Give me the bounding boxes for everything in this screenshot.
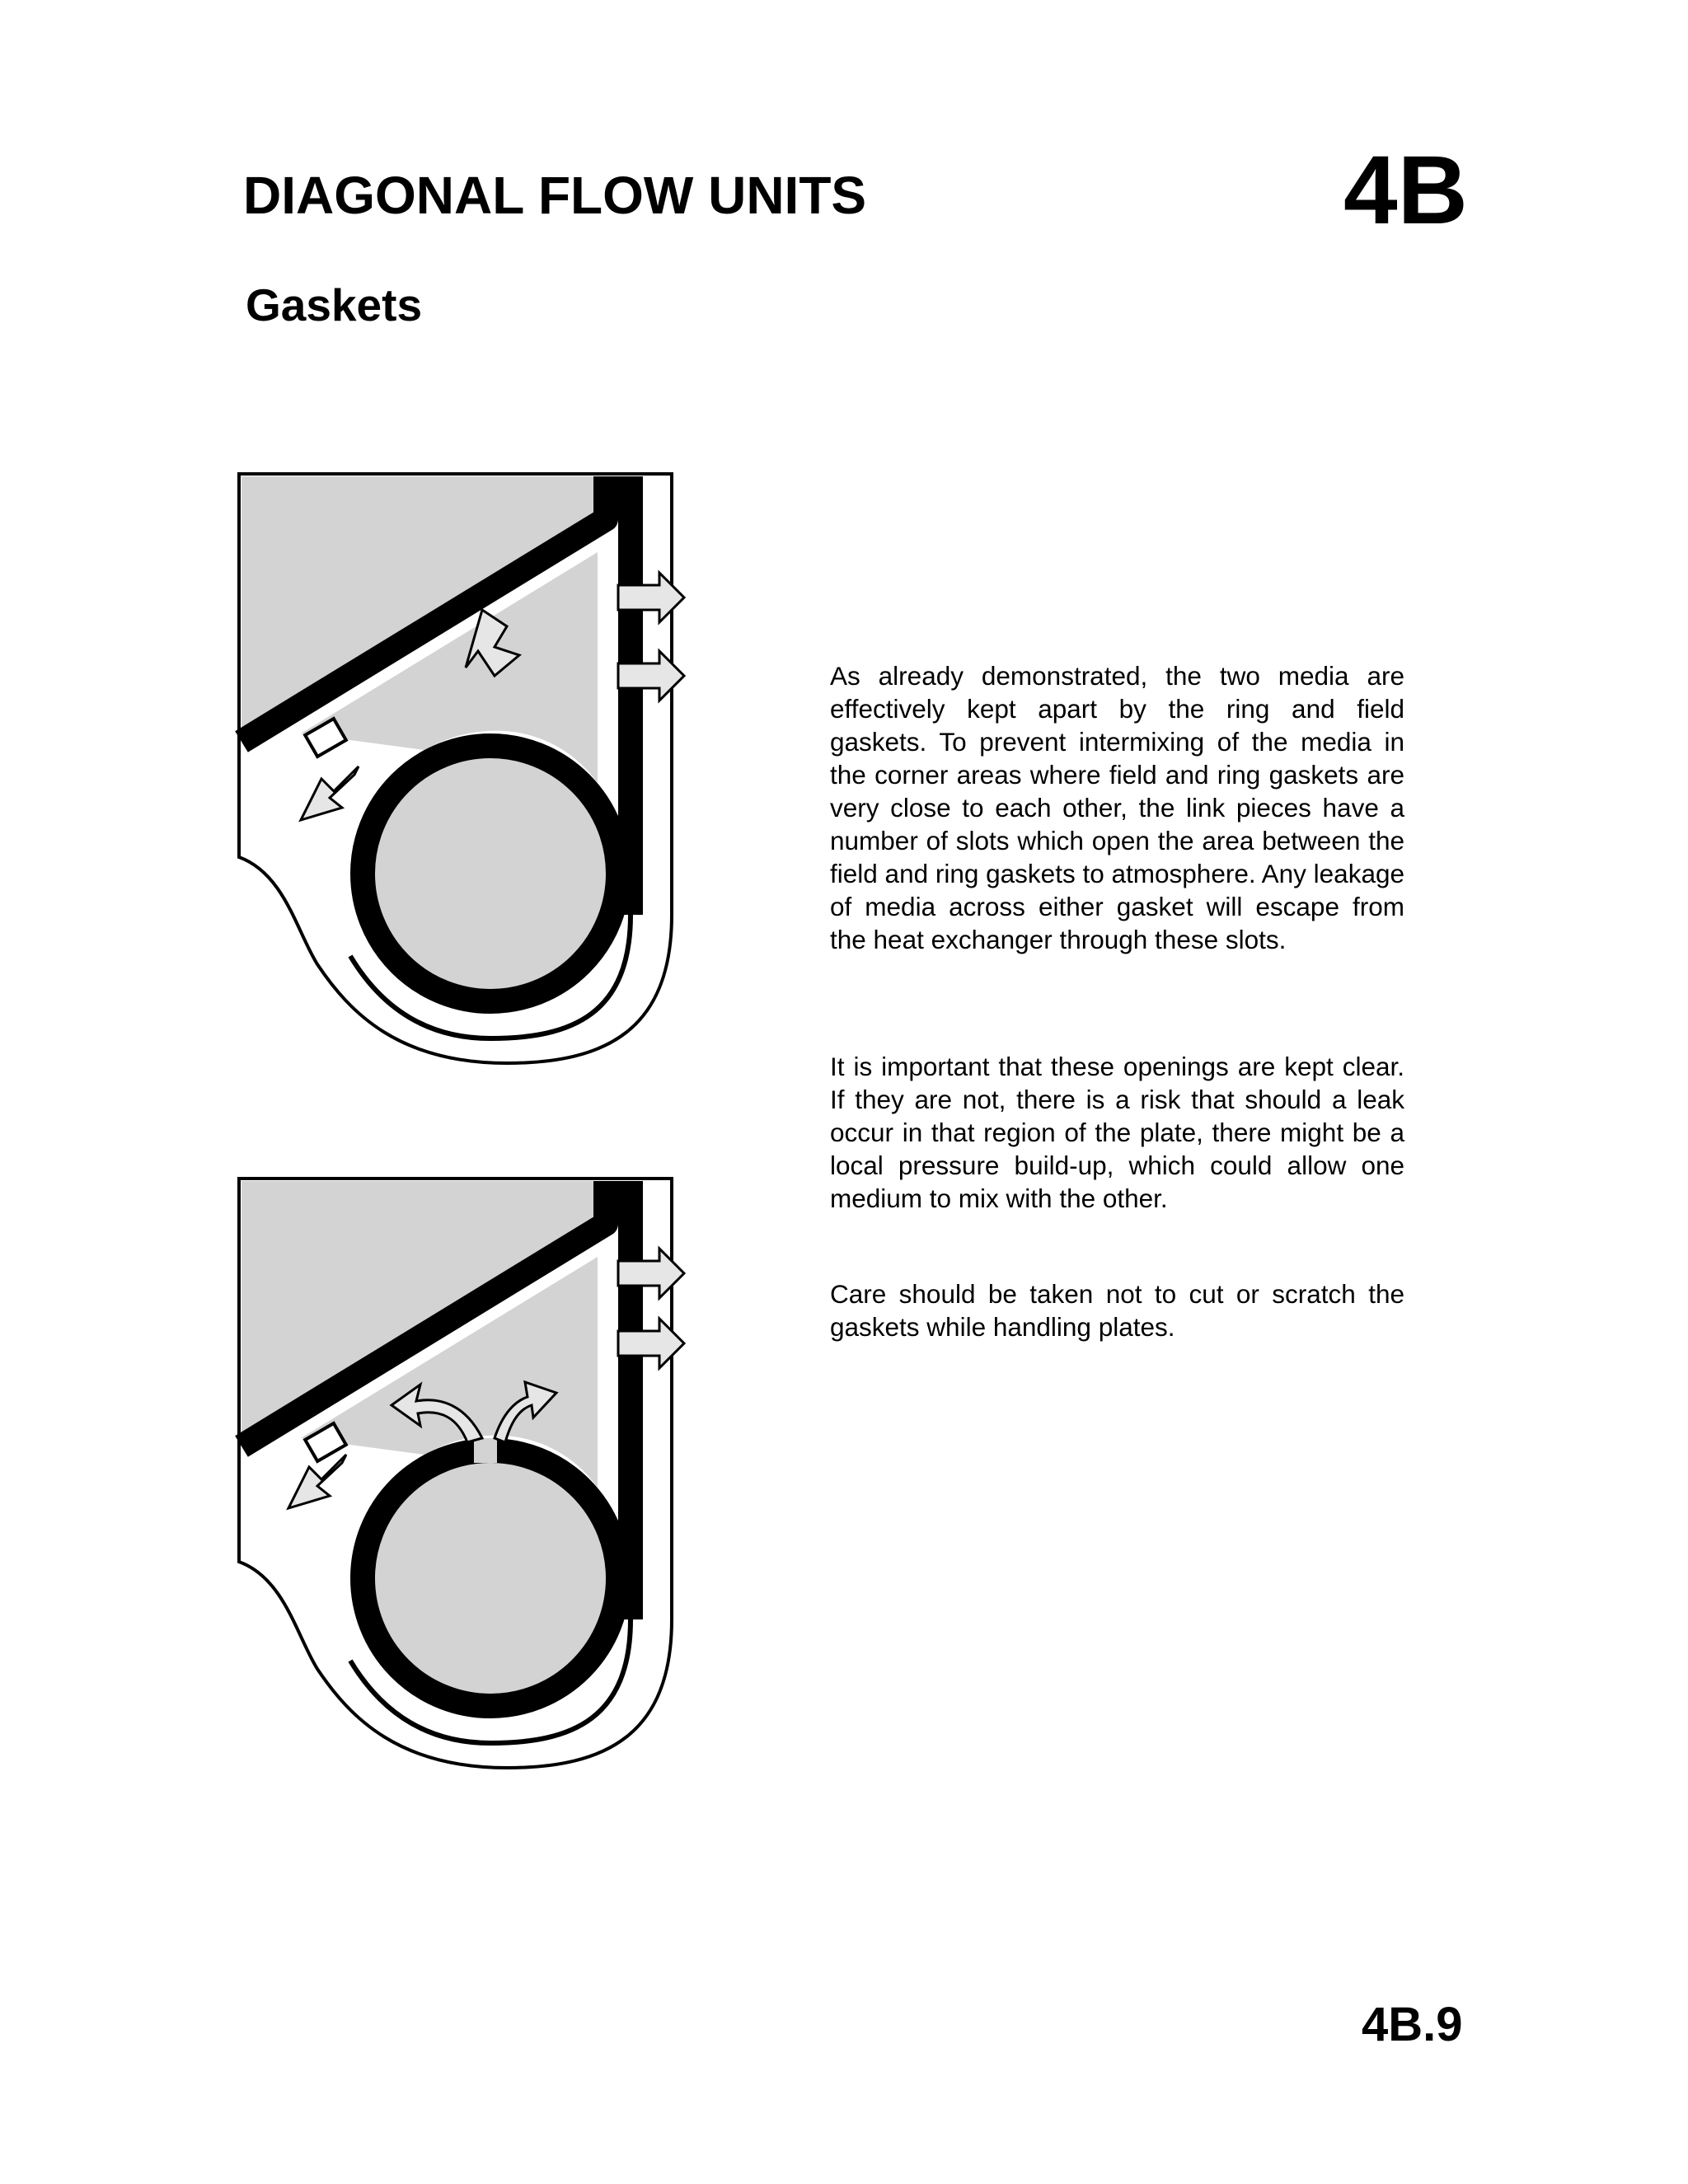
section-subtitle: Gaskets xyxy=(246,279,423,330)
ring-gasket xyxy=(363,746,618,1001)
page-number: 4B.9 xyxy=(1362,1998,1463,2051)
body-paragraph: As already demonstrated, the two media are effectively kept apart by the ring and field gaskets. To prevent intermixing of the media in the corner areas where field and ring gaskets are very close to each other, the link pieces have a number of slots which open the area between the field and ring gaskets to atmosphere. Any leakage of media across either gasket will escape from the heat exchanger through these slots. xyxy=(830,661,1404,954)
gasket-diagram-bottom-svg xyxy=(210,1158,692,1784)
page-title: DIAGONAL FLOW UNITS xyxy=(243,166,867,225)
body-paragraph: Care should be taken not to cut or scratch the gaskets while handling plates. xyxy=(830,1279,1404,1342)
ring-gasket xyxy=(363,1451,618,1706)
gasket-diagram-bottom xyxy=(210,1158,692,1784)
gasket-diagram-top-svg xyxy=(210,453,692,1080)
body-paragraph: It is important that these openings are kept clear. If they are not, there is a risk that should a leak occur in that region of the plate, there might be a local pressure build-up, which could allow one medium to mix with the other. xyxy=(830,1052,1404,1213)
section-code: 4B xyxy=(1343,136,1468,245)
gasket-diagram-top xyxy=(210,453,692,1080)
ring-gasket-gap xyxy=(474,1438,497,1463)
